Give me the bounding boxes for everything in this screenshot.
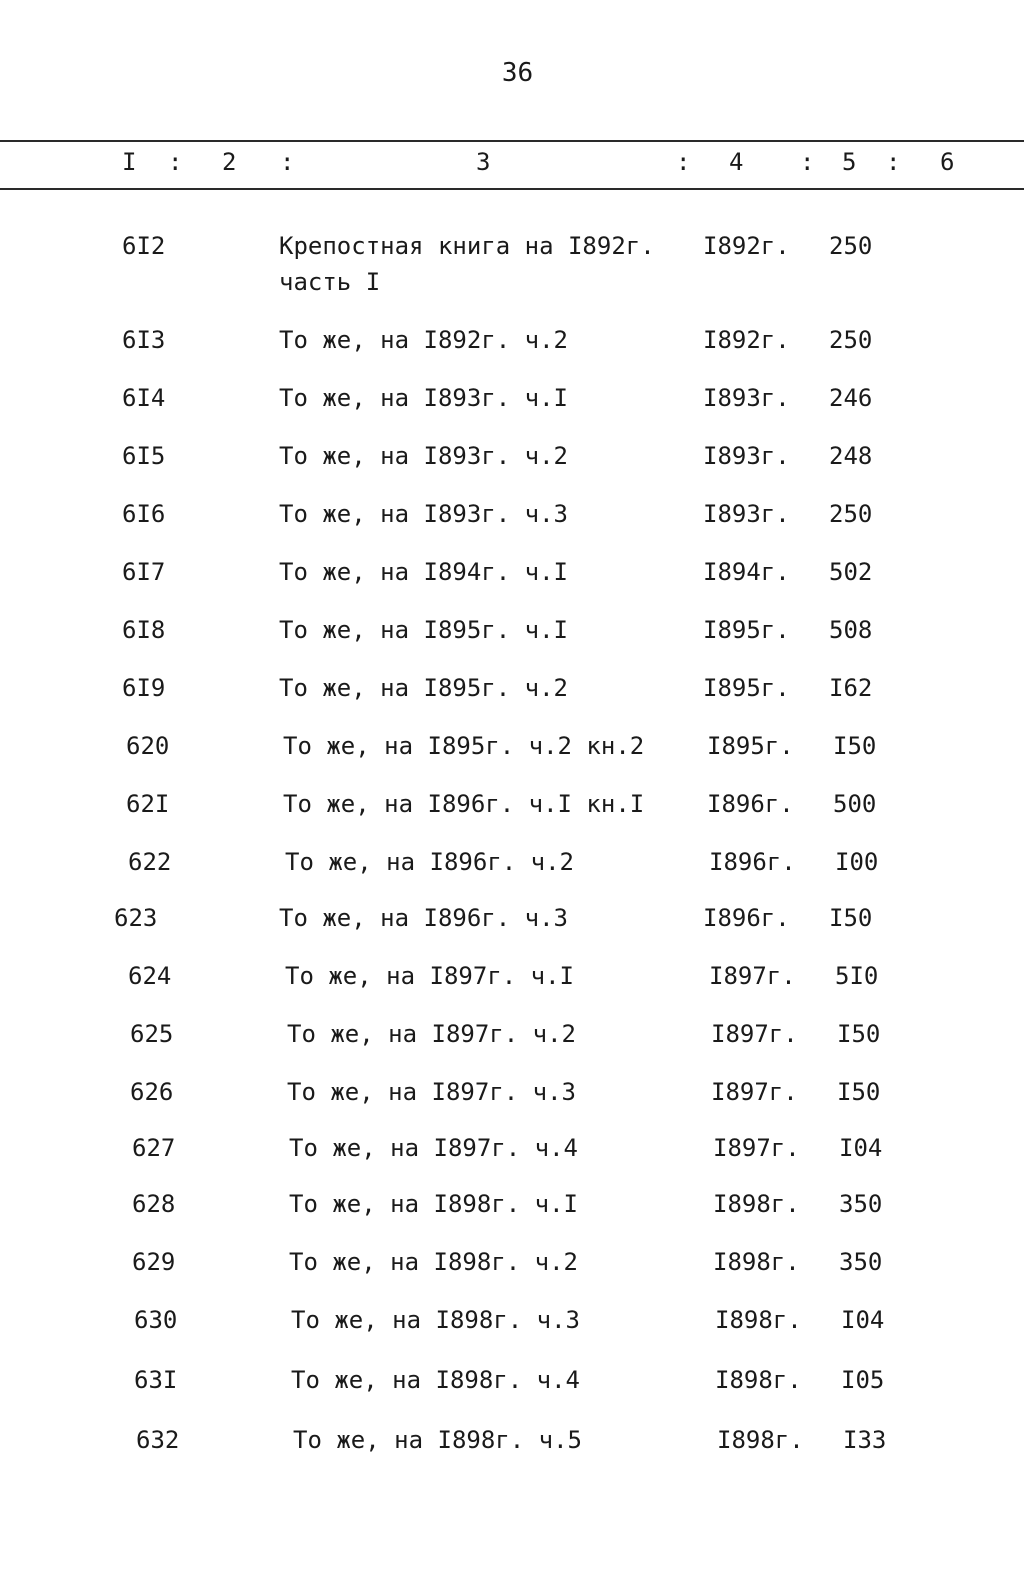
row-number: 6I9 xyxy=(122,674,166,702)
row-date: I897г. xyxy=(711,1078,798,1106)
row-number: 622 xyxy=(128,848,172,876)
row-count: 250 xyxy=(829,326,873,354)
row-number: 626 xyxy=(130,1078,174,1106)
row-count: I50 xyxy=(833,732,877,760)
row-number: 63I xyxy=(134,1366,178,1394)
row-date: I898г. xyxy=(715,1306,802,1334)
table-header xyxy=(0,148,1024,184)
row-number: 6I2 xyxy=(122,232,166,260)
row-count: I50 xyxy=(829,904,873,932)
header-col-6: 6 xyxy=(940,148,955,176)
row-description: То же, на I893г. ч.I xyxy=(279,384,568,412)
row-count: 250 xyxy=(829,500,873,528)
header-col-5: 5 xyxy=(842,148,857,176)
row-count: I62 xyxy=(829,674,873,702)
row-count: I04 xyxy=(841,1306,885,1334)
row-description: То же, на I893г. ч.2 xyxy=(279,442,568,470)
row-number: 629 xyxy=(132,1248,176,1276)
row-date: I898г. xyxy=(717,1426,804,1454)
row-count: I50 xyxy=(837,1078,881,1106)
row-number: 624 xyxy=(128,962,172,990)
row-date: I896г. xyxy=(709,848,796,876)
row-description: То же, на I895г. ч.I xyxy=(279,616,568,644)
row-number: 62I xyxy=(126,790,170,818)
header-separator: : xyxy=(886,148,901,176)
row-description: То же, на I898г. ч.4 xyxy=(291,1366,580,1394)
page-number: 36 xyxy=(501,58,534,88)
row-date: I897г. xyxy=(711,1020,798,1048)
row-description: То же, на I892г. ч.2 xyxy=(279,326,568,354)
row-count: 5I0 xyxy=(835,962,879,990)
row-description: То же, на I896г. ч.2 xyxy=(285,848,574,876)
row-count: 350 xyxy=(839,1248,883,1276)
row-number: 628 xyxy=(132,1190,176,1218)
row-count: 246 xyxy=(829,384,873,412)
header-col-4: 4 xyxy=(729,148,744,176)
row-description: То же, на I897г. ч.2 xyxy=(287,1020,576,1048)
row-date: I898г. xyxy=(713,1190,800,1218)
row-number: 630 xyxy=(134,1306,178,1334)
row-description: То же, на I897г. ч.I xyxy=(285,962,574,990)
row-description: То же, на I898г. ч.5 xyxy=(293,1426,582,1454)
row-number: 627 xyxy=(132,1134,176,1162)
row-description: То же, на I894г. ч.I xyxy=(279,558,568,586)
row-date: I897г. xyxy=(713,1134,800,1162)
row-description-continued: часть I xyxy=(279,268,381,296)
row-description: То же, на I898г. ч.I xyxy=(289,1190,578,1218)
row-count: I00 xyxy=(835,848,879,876)
row-date: I892г. xyxy=(703,326,790,354)
row-number: 620 xyxy=(126,732,170,760)
row-description: То же, на I897г. ч.3 xyxy=(287,1078,576,1106)
row-count: I50 xyxy=(837,1020,881,1048)
row-date: I897г. xyxy=(709,962,796,990)
header-col-1: I xyxy=(122,148,137,176)
row-number: 6I4 xyxy=(122,384,166,412)
row-date: I898г. xyxy=(713,1248,800,1276)
row-count: 508 xyxy=(829,616,873,644)
row-date: I898г. xyxy=(715,1366,802,1394)
row-number: 6I3 xyxy=(122,326,166,354)
table-header-rule xyxy=(0,188,1024,190)
row-date: I893г. xyxy=(703,384,790,412)
row-date: I893г. xyxy=(703,500,790,528)
row-description: То же, на I896г. ч.I кн.I xyxy=(283,790,645,818)
table-top-rule xyxy=(0,140,1024,142)
row-date: I893г. xyxy=(703,442,790,470)
row-count: I05 xyxy=(841,1366,885,1394)
row-count: 250 xyxy=(829,232,873,260)
header-col-2: 2 xyxy=(222,148,237,176)
row-count: 500 xyxy=(833,790,877,818)
row-description: То же, на I895г. ч.2 xyxy=(279,674,568,702)
row-count: 502 xyxy=(829,558,873,586)
row-description: То же, на I893г. ч.3 xyxy=(279,500,568,528)
row-number: 623 xyxy=(114,904,158,932)
row-description: Крепостная книга на I892г. xyxy=(279,232,655,260)
row-date: I892г. xyxy=(703,232,790,260)
row-number: 6I5 xyxy=(122,442,166,470)
row-description: То же, на I895г. ч.2 кн.2 xyxy=(283,732,645,760)
row-number: 6I8 xyxy=(122,616,166,644)
row-date: I895г. xyxy=(703,616,790,644)
header-separator: : xyxy=(676,148,691,176)
header-col-3: 3 xyxy=(476,148,491,176)
row-date: I895г. xyxy=(703,674,790,702)
row-description: То же, на I898г. ч.2 xyxy=(289,1248,578,1276)
header-separator: : xyxy=(168,148,183,176)
row-description: То же, на I896г. ч.3 xyxy=(279,904,568,932)
header-separator: : xyxy=(800,148,815,176)
row-date: I895г. xyxy=(707,732,794,760)
row-number: 625 xyxy=(130,1020,174,1048)
row-number: 6I6 xyxy=(122,500,166,528)
row-count: I33 xyxy=(843,1426,887,1454)
row-count: 350 xyxy=(839,1190,883,1218)
row-date: I894г. xyxy=(703,558,790,586)
header-separator: : xyxy=(280,148,295,176)
row-description: То же, на I898г. ч.3 xyxy=(291,1306,580,1334)
row-date: I896г. xyxy=(703,904,790,932)
row-number: 6I7 xyxy=(122,558,166,586)
row-count: I04 xyxy=(839,1134,883,1162)
row-date: I896г. xyxy=(707,790,794,818)
row-description: То же, на I897г. ч.4 xyxy=(289,1134,578,1162)
row-count: 248 xyxy=(829,442,873,470)
row-number: 632 xyxy=(136,1426,180,1454)
